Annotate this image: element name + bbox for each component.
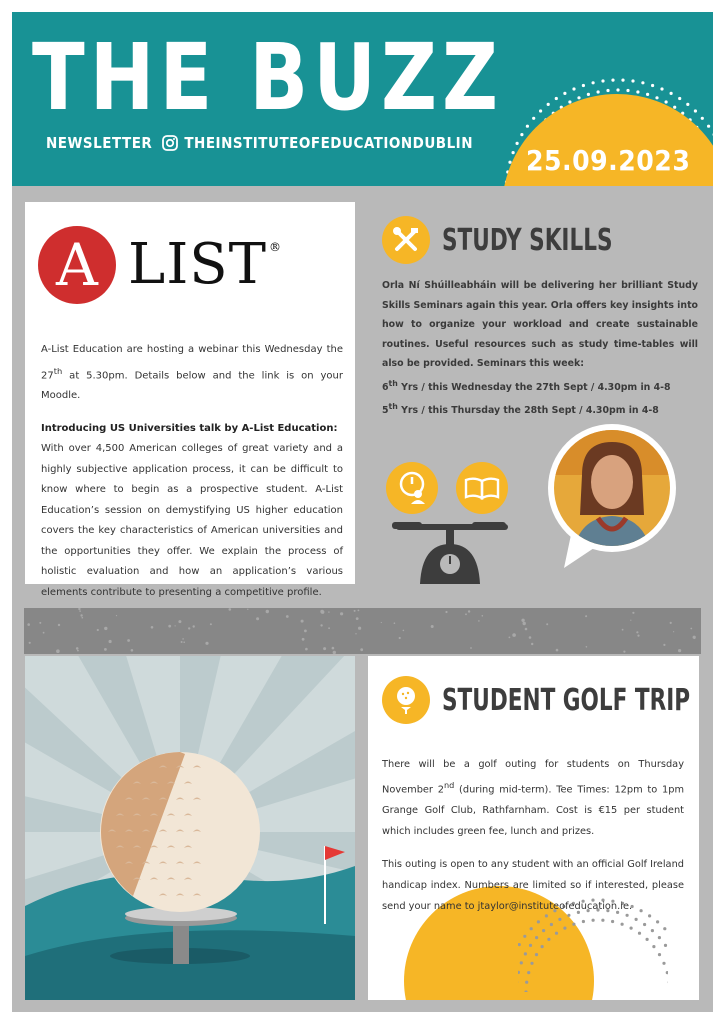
golf-trip-header: [382, 676, 699, 724]
golf-trip-body: [382, 754, 684, 917]
newsletter-page: [12, 12, 713, 1012]
golf-trip-details-text-end: (during mid-term). Tee Times: 12pm to 1pm Grange Golf Club, Rathfarnham. Cost is €15 per student which includes green fee, lunch and prizes.: [382, 784, 685, 838]
study-skills-body: [382, 276, 698, 421]
newsletter-subline: [46, 134, 473, 152]
alist-logo: [38, 226, 282, 304]
golf-trip-eligibility: This outing is open to any student with an official Golf Ireland handicap index. Numbers are limited so if interested, please send your name to jtaylor@instituteofeducation.ie.: [382, 859, 684, 913]
alist-intro-text-end: at 5.30pm. Details below and the link is on your Moodle.: [41, 369, 343, 402]
alist-card: [25, 202, 355, 598]
instagram-handle: THEINSTITUTEOFEDUCATIONDUBLIN: [184, 134, 473, 152]
tools-icon: [382, 216, 430, 264]
alist-body: [41, 340, 343, 603]
golf-ball-illustration: [25, 656, 355, 1000]
golf-trip-details: [382, 754, 684, 842]
seminar-line-6th-num: 6: [382, 381, 389, 393]
seminar-line-5th-num: 5: [382, 405, 389, 417]
seminar-line-6th-sup: th: [388, 378, 398, 388]
golf-ball-icon: [382, 676, 430, 724]
golf-trip-details-sup: nd: [443, 780, 455, 790]
alist-logo-circle: A: [38, 226, 116, 304]
study-skills-title: STUDY SKILLS: [442, 222, 613, 258]
golf-trip-card: [368, 656, 699, 1000]
seminar-line-5th: [382, 397, 698, 421]
issue-date: 25.09.2023: [526, 144, 691, 177]
study-skills-description: Orla Ní Shúilleabháin will be delivering her brilliant Study Skills Seminars again this year. Orla offers key insights into how to organize your workload and create sustainable routines. Useful resources such as study time-tables will also be provided. Seminars this week:: [382, 280, 698, 369]
newsletter-title: THE BUZZ: [32, 24, 504, 131]
balance-scale-illustration: [384, 460, 524, 590]
seminar-line-5th-rest: Yrs / this Thursday the 28th Sept / 4.30pm in 4-8: [397, 405, 659, 417]
alist-logo-text: LIST: [128, 232, 268, 297]
golf-trip-details-text: There will be a golf outing for students on Thursday November 2: [382, 759, 684, 796]
alist-intro: [41, 340, 343, 407]
registered-mark: ®: [269, 240, 283, 254]
presenter-photo: [542, 420, 682, 570]
seminar-line-6th-rest: Yrs / this Wednesday the 27th Sept / 4.30pm in 4-8: [397, 381, 671, 393]
alist-intro-text: A-List Education are hosting a webinar this Wednesday the 27: [41, 344, 343, 381]
clock-person-icon: [386, 462, 438, 514]
instagram-icon: [162, 135, 178, 151]
alist-description: With over 4,500 American colleges of great variety and a highly subjective application process, it can be difficult to know where to begin as a prospective student. A-List Education’s session on demystifying US higher education covers the key characteristics of American universities and the opportunities they offer. We explain the process of holistic evaluation and how an application’s various elements contribute to presenting a competitive profile.: [41, 443, 343, 598]
textured-grey-band: [24, 608, 701, 654]
newsletter-label: NEWSLETTER: [46, 134, 153, 152]
header-banner: [12, 12, 713, 186]
golf-trip-title: STUDENT GOLF TRIP: [442, 682, 691, 718]
study-skills-header: [382, 216, 655, 264]
seminar-line-5th-sup: th: [388, 402, 398, 412]
seminar-line-6th: [382, 374, 698, 398]
alist-intro-sup: th: [53, 365, 63, 376]
alist-logo-word: [128, 232, 283, 297]
alist-heading: Introducing US Universities talk by A-List Education:: [41, 422, 338, 434]
